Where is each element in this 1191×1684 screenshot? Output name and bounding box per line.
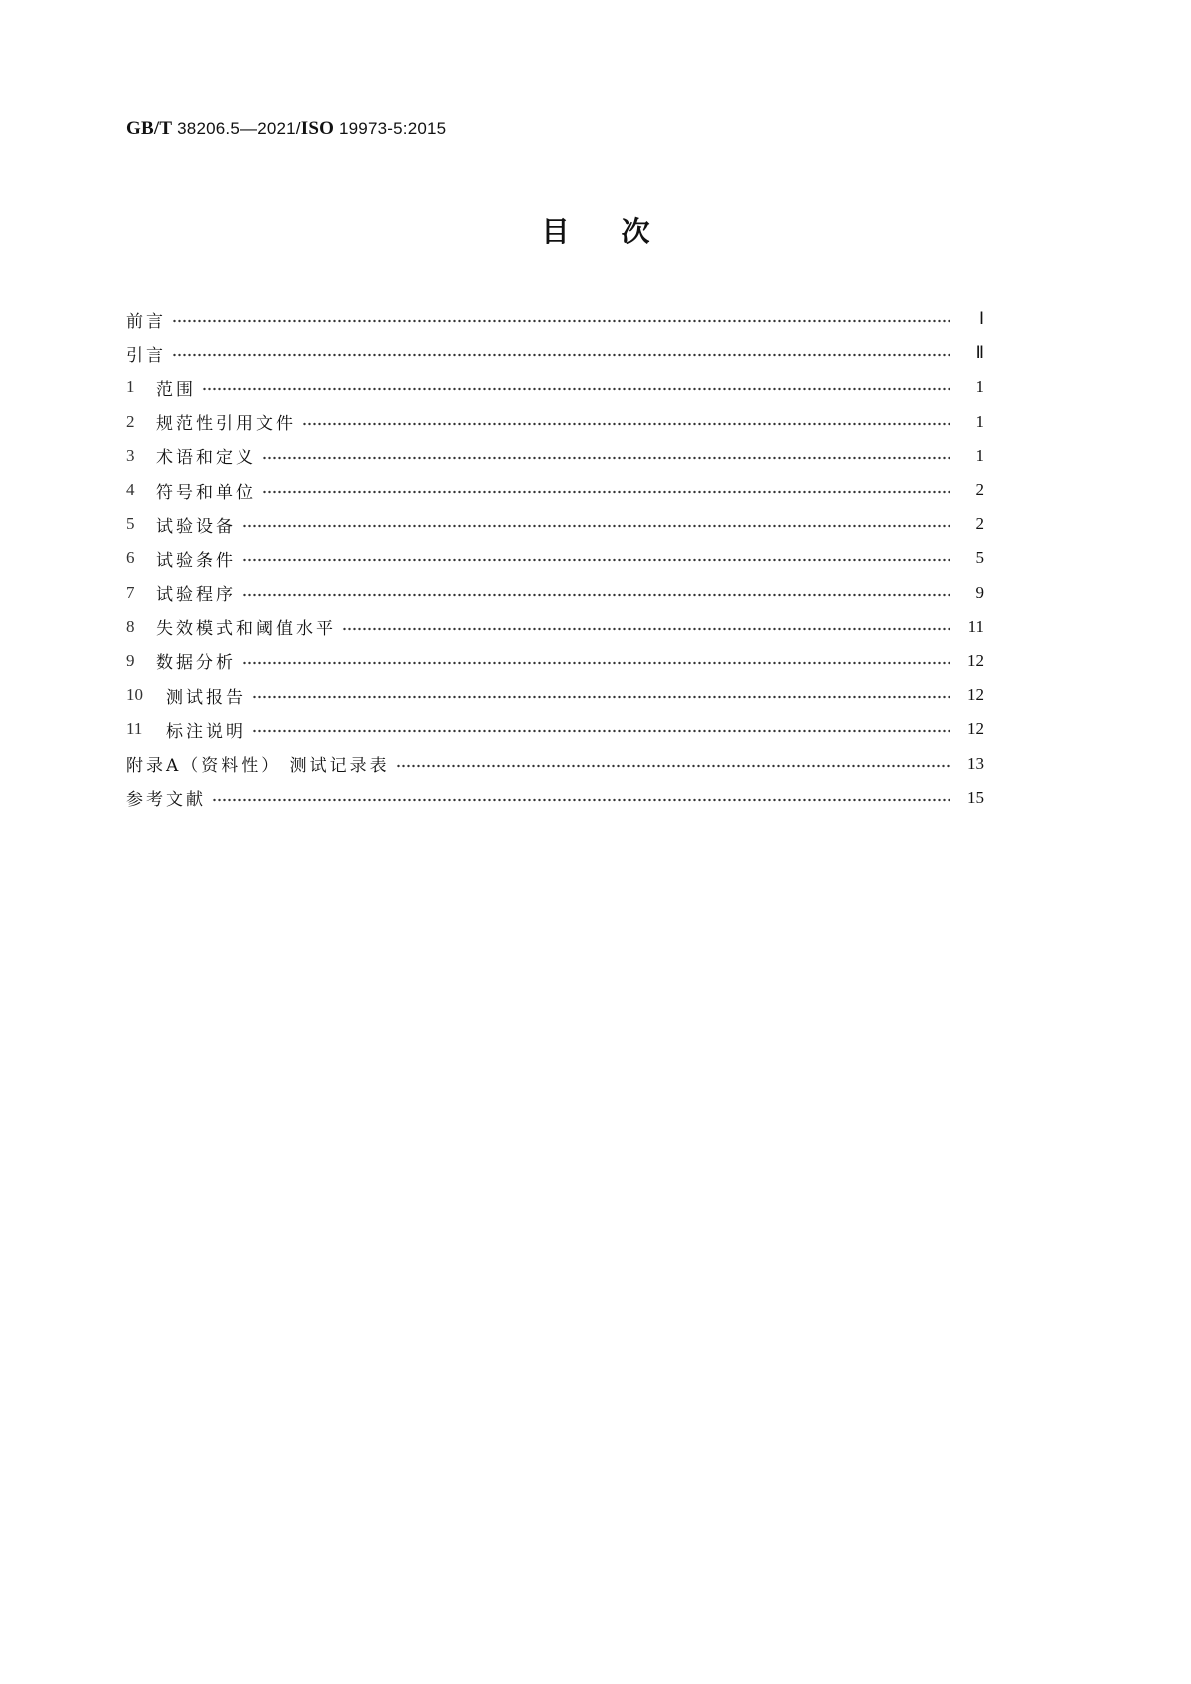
toc-entry-page: 2 — [975, 480, 984, 500]
dot-leader — [242, 524, 950, 528]
dot-leader — [242, 593, 950, 597]
dot-leader — [396, 764, 950, 768]
toc-entry-page: 11 — [967, 616, 984, 636]
toc-entry-label: 数据分析 — [156, 653, 236, 674]
toc-entry[interactable] — [126, 576, 984, 610]
dot-leader — [342, 627, 950, 631]
dot-leader — [242, 661, 950, 665]
toc-entry-number: 9 — [126, 650, 135, 670]
toc-entry-page: 15 — [967, 787, 984, 807]
iso-prefix: ISO — [300, 118, 335, 139]
dot-leader — [262, 456, 950, 460]
dot-leader — [172, 319, 950, 323]
toc-entry[interactable] — [126, 610, 984, 644]
dot-leader — [302, 422, 950, 426]
toc-entry-page: 9 — [975, 582, 984, 602]
toc-entry[interactable] — [126, 405, 984, 439]
toc-entry-number: 8 — [126, 616, 135, 636]
table-of-contents — [126, 302, 984, 815]
toc-entry-page: Ⅱ — [975, 343, 984, 363]
toc-entry-number: 10 — [126, 685, 143, 705]
toc-entry-label: 失效模式和阈值水平 — [156, 619, 336, 640]
toc-entry-page: 1 — [975, 411, 984, 431]
toc-entry-page: 1 — [975, 445, 984, 465]
toc-entry-number: 4 — [126, 480, 135, 500]
toc-entry-label: 范围 — [156, 379, 196, 400]
dot-leader — [252, 695, 950, 699]
dot-leader — [212, 798, 950, 802]
toc-entry[interactable] — [126, 507, 984, 541]
toc-entry[interactable] — [126, 541, 984, 575]
toc-entry[interactable] — [126, 746, 984, 780]
standard-number: 38206.5—2021/ — [172, 119, 301, 138]
toc-entry-label: 术语和定义 — [156, 448, 256, 469]
toc-entry-number: 3 — [126, 445, 135, 465]
toc-entry[interactable] — [126, 473, 984, 507]
toc-entry-page: 12 — [967, 719, 984, 739]
dot-leader — [172, 353, 950, 357]
standard-prefix: GB/T — [126, 118, 173, 139]
toc-entry-label: 试验程序 — [156, 585, 236, 606]
toc-entry-page: 2 — [975, 514, 984, 534]
toc-entry-page: 12 — [967, 685, 984, 705]
toc-entry-label: 标注说明 — [166, 721, 246, 742]
toc-entry-number: 1 — [126, 377, 135, 397]
toc-entry[interactable] — [126, 370, 984, 404]
toc-entry-number: 7 — [126, 582, 135, 602]
toc-entry-label: 附录A（资料性） 测试记录表 — [126, 756, 390, 777]
toc-entry[interactable] — [126, 781, 984, 815]
dot-leader — [202, 387, 950, 391]
dot-leader — [262, 490, 950, 494]
toc-entry-number: 6 — [126, 548, 135, 568]
toc-entry-number: 11 — [126, 719, 143, 739]
toc-entry-label: 引言 — [126, 345, 166, 366]
document-code — [126, 118, 446, 140]
toc-entry[interactable] — [126, 644, 984, 678]
iso-number: 19973-5:2015 — [334, 119, 447, 138]
toc-entry-label: 测试报告 — [166, 687, 246, 708]
toc-entry-label: 规范性引用文件 — [156, 414, 296, 435]
toc-entry-label: 符号和单位 — [156, 482, 256, 503]
toc-entry-number: 5 — [126, 514, 135, 534]
toc-entry-label: 试验条件 — [156, 550, 236, 571]
toc-entry[interactable] — [126, 439, 984, 473]
toc-entry-page: 12 — [967, 650, 984, 670]
toc-entry-label: 试验设备 — [156, 516, 236, 537]
toc-entry[interactable] — [126, 712, 984, 746]
toc-entry-page: 1 — [975, 377, 984, 397]
toc-entry[interactable] — [126, 302, 984, 336]
toc-entry[interactable] — [126, 336, 984, 370]
toc-entry-label: 参考文献 — [126, 790, 206, 811]
dot-leader — [242, 558, 950, 562]
toc-entry-page: Ⅰ — [978, 309, 984, 329]
dot-leader — [252, 729, 950, 733]
toc-entry-number: 2 — [126, 411, 135, 431]
toc-entry[interactable] — [126, 678, 984, 712]
toc-entry-page: 5 — [975, 548, 984, 568]
toc-entry-page: 13 — [967, 753, 984, 773]
page-title: 目次 — [541, 215, 702, 248]
toc-entry-label: 前言 — [126, 311, 166, 332]
